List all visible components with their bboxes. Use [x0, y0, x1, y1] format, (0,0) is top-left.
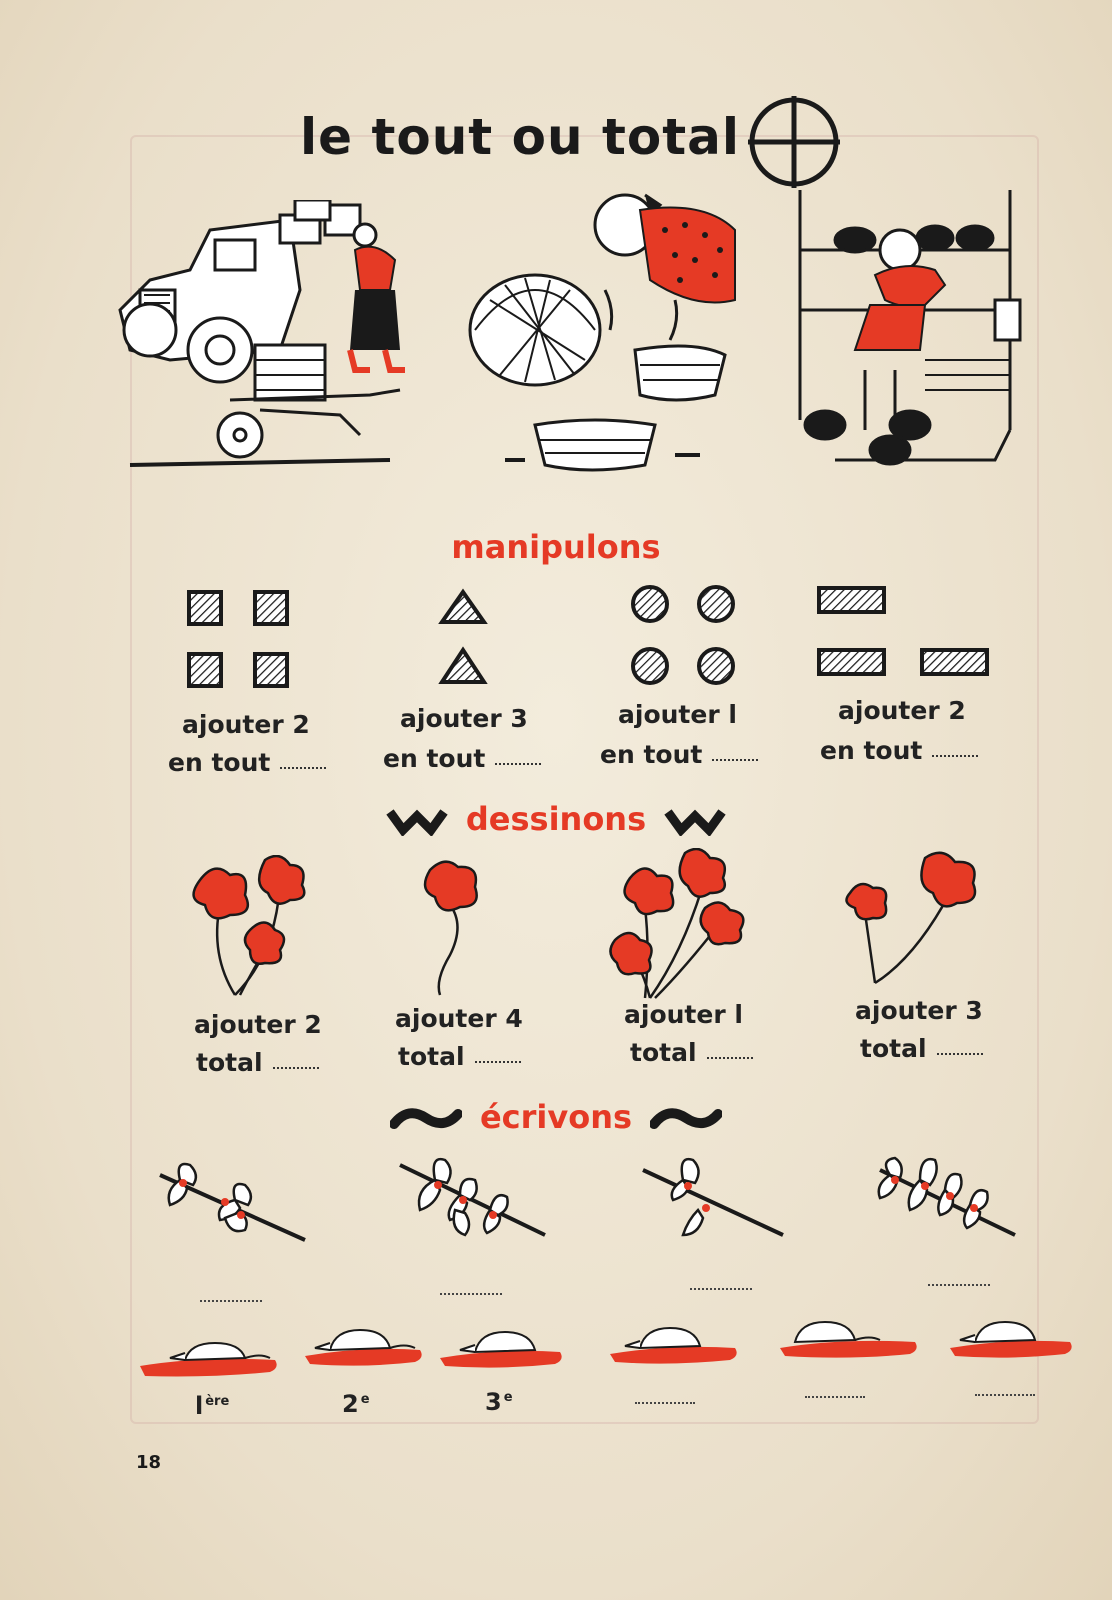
butterfly-branch-1 [155, 1160, 315, 1270]
wave-icon [650, 1104, 722, 1134]
section-heading-ecrivons-wrap [0, 1098, 1112, 1136]
truck-illustration [110, 200, 410, 480]
answer-blank[interactable] [475, 1059, 521, 1063]
triangle-shape [442, 650, 484, 682]
ordinal-2: 2 $^e$ [342, 1390, 370, 1418]
page-title: le tout ou total [300, 108, 740, 166]
circle-shape [699, 587, 733, 621]
manipulons-answer-3: en tout [600, 740, 758, 769]
dessinons-label-1: ajouter 2 [194, 1010, 322, 1039]
circle-shape [699, 649, 733, 683]
section-heading-ecrivons: écrivons [479, 1098, 633, 1136]
triangle-shape [442, 592, 484, 622]
circle-shape [633, 649, 667, 683]
manipulons-label-4: ajouter 2 [838, 696, 966, 725]
dessinons-label-3: ajouter l [624, 1000, 743, 1029]
manipulons-label-3: ajouter l [618, 700, 737, 729]
mouse-2 [305, 1318, 425, 1368]
ordinal-answer-line[interactable] [805, 1396, 865, 1398]
section-heading-manipulons: manipulons [451, 528, 661, 566]
wave-icon [390, 1104, 462, 1134]
section-heading-dessinons-wrap [0, 800, 1112, 838]
ordinal-answer-line[interactable] [975, 1394, 1035, 1396]
total-symbol-icon [748, 96, 840, 188]
rectangle-shape [819, 588, 884, 612]
answer-line[interactable] [440, 1293, 502, 1295]
ordinal-1: l $^{ère}$ [195, 1392, 230, 1420]
butterfly-branch-4 [875, 1150, 1025, 1260]
manipulons-answer-1: en tout [168, 748, 326, 777]
dessinons-answer-2: total [398, 1042, 521, 1071]
ordinal-answer-line[interactable] [635, 1402, 695, 1404]
mouse-5 [780, 1310, 920, 1360]
mouse-6 [950, 1310, 1075, 1360]
poppies-group-3 [605, 848, 765, 1008]
section-heading-dessinons: dessinons [465, 800, 647, 838]
answer-blank[interactable] [707, 1055, 753, 1059]
ordinal-3: 3 $^e$ [485, 1388, 513, 1416]
answer-blank[interactable] [273, 1065, 319, 1069]
dessinons-answer-4: total [860, 1034, 983, 1063]
zigzag-icon [664, 806, 726, 836]
answer-line[interactable] [200, 1300, 262, 1302]
square-shape [189, 654, 221, 686]
answer-line[interactable] [690, 1288, 752, 1290]
manipulons-answer-2: en tout [383, 744, 541, 773]
dessinons-label-4: ajouter 3 [855, 996, 983, 1025]
zigzag-icon [386, 806, 448, 836]
rectangle-shape [819, 650, 884, 674]
girl-baskets-illustration [465, 190, 755, 490]
manipulons-answer-4: en tout [820, 736, 978, 765]
answer-blank[interactable] [712, 757, 758, 761]
answer-line[interactable] [928, 1284, 990, 1286]
dessinons-label-2: ajouter 4 [395, 1004, 523, 1033]
square-shape [255, 592, 287, 624]
mouse-3 [440, 1320, 565, 1370]
manipulons-label-1: ajouter 2 [182, 710, 310, 739]
poppies-group-4 [845, 848, 995, 998]
answer-blank[interactable] [932, 753, 978, 757]
rectangles-group [815, 584, 995, 679]
mouse-1 [140, 1328, 280, 1378]
mouse-4 [610, 1316, 740, 1366]
squares-group [185, 588, 295, 693]
poppies-group-2 [410, 855, 500, 1005]
triangles-group [438, 588, 488, 693]
square-shape [189, 592, 221, 624]
butterfly-branch-3 [638, 1150, 798, 1260]
page-number: 18 [136, 1452, 162, 1473]
manipulons-label-2: ajouter 3 [400, 704, 528, 733]
girl-shelf-illustration [795, 190, 1035, 490]
answer-blank[interactable] [280, 765, 326, 769]
poppies-group-1 [180, 855, 320, 1005]
circles-group [630, 584, 740, 689]
square-shape [255, 654, 287, 686]
answer-blank[interactable] [937, 1051, 983, 1055]
answer-blank[interactable] [495, 761, 541, 765]
butterfly-branch-2 [395, 1155, 555, 1270]
rectangle-shape [922, 650, 987, 674]
circle-shape [633, 587, 667, 621]
dessinons-answer-3: total [630, 1038, 753, 1067]
dessinons-answer-1: total [196, 1048, 319, 1077]
